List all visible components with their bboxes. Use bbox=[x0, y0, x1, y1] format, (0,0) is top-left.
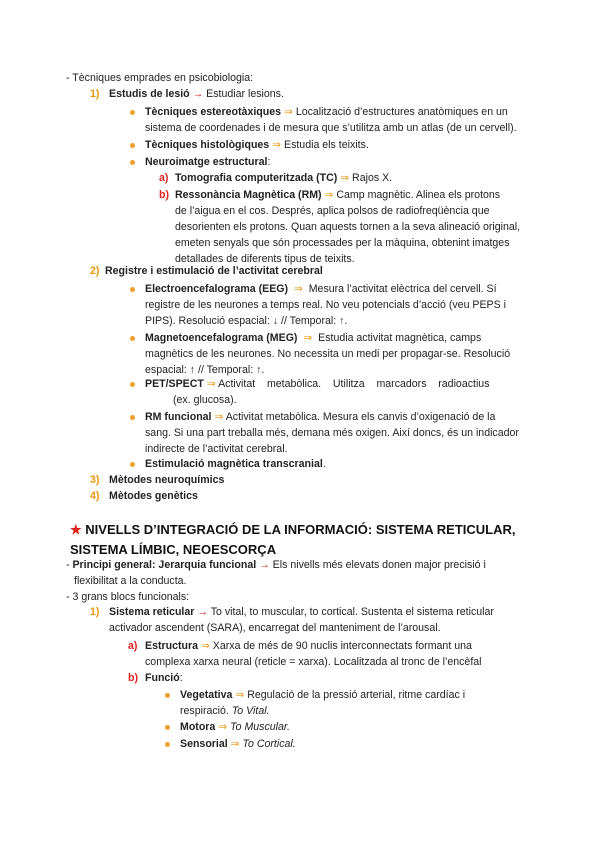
sub-label-b: b) bbox=[128, 672, 138, 684]
section-desc: To vital, to muscular, to cortical. Sustenta el sistema reticular bbox=[210, 606, 494, 618]
list-number-4: 4) bbox=[90, 490, 100, 502]
bullet-icon bbox=[130, 336, 135, 341]
sub-label-a: a) bbox=[159, 172, 169, 184]
principle-text: Els nivells més elevats donen major precisió i bbox=[272, 559, 486, 571]
sub-item-rm bbox=[175, 189, 500, 202]
bullet-text: Estudia activitat magnètica, camps bbox=[318, 332, 482, 344]
sub-text-cont: emeten senyals que són processades per la màquina, obtenint imatges bbox=[175, 237, 510, 249]
section-heading bbox=[70, 522, 515, 538]
dash: - bbox=[66, 591, 73, 603]
bullet-title: Estimulació magnètica transcranial bbox=[145, 458, 323, 470]
sub-label-b: b) bbox=[159, 189, 169, 201]
heading-line-2: SISTEMA LÍMBIC, NEOESCORÇA bbox=[70, 542, 277, 557]
list-number-3: 3) bbox=[90, 474, 100, 486]
bullet-title: Neuroimatge estructural bbox=[145, 156, 268, 168]
sub-item-funcio bbox=[145, 672, 183, 685]
arrow-icon: ⇒ bbox=[230, 738, 240, 750]
sub-text-cont: complexa xarxa neural (reticle = xarxa). Localitzada al tronc de l’encèfal bbox=[145, 656, 482, 668]
bullet-text: Estudia els teixits. bbox=[284, 139, 369, 151]
arrow-icon: → bbox=[259, 559, 270, 571]
section-desc: Estudiar lesions. bbox=[206, 88, 284, 100]
bullet-icon bbox=[130, 415, 135, 420]
bullet-icon bbox=[130, 287, 135, 292]
bullet-icon bbox=[130, 382, 135, 387]
sub-text: Camp magnètic. Alinea els protons bbox=[336, 189, 501, 201]
arrow-icon: ⇒ bbox=[303, 332, 313, 344]
arrow-icon: → bbox=[192, 88, 204, 100]
bullet-text: Activitat metabòlica. Mesura els canvis d’oxigenació de la bbox=[225, 411, 496, 423]
bullet-title: Magnetoencefalograma (MEG) bbox=[145, 332, 298, 344]
bullet-icon bbox=[165, 725, 170, 730]
bullet-text-cont: sang. Si una part treballa més, demana més oxigen. Així doncs, és un indicador bbox=[145, 427, 519, 439]
bullet-title: Sensorial bbox=[180, 738, 228, 750]
arrow-icon: → bbox=[197, 606, 208, 618]
blocs-line bbox=[66, 591, 189, 604]
bullet-pet bbox=[145, 378, 490, 391]
bullet-motora bbox=[180, 721, 290, 734]
bullet-icon bbox=[165, 742, 170, 747]
sub-text: Xarxa de més de 90 nuclis interconnectats formant una bbox=[212, 640, 472, 652]
bullet-icon bbox=[130, 110, 135, 115]
sub-title: Tomografia computeritzada (TC) bbox=[175, 172, 338, 184]
sub-title: Funció bbox=[145, 672, 180, 684]
sub-label-a: a) bbox=[128, 640, 138, 652]
bullet-text-cont: sistema de coordenades i de mesura que s’utilitza amb un atlas (de un cervell). bbox=[145, 122, 517, 134]
blocs-text: 3 grans blocs funcionals: bbox=[72, 591, 190, 603]
arrow-icon: ⇒ bbox=[324, 189, 334, 201]
bullet-text-cont: (ex. glucosa). bbox=[173, 394, 237, 406]
bullet-text-cont: espacial: ↑ // Temporal: ↑. bbox=[145, 364, 265, 376]
bullet-title: Vegetativa bbox=[180, 689, 233, 701]
bullet-italic-text: To Muscular. bbox=[230, 721, 290, 733]
star-icon: ★ bbox=[70, 522, 82, 537]
section-title: Estudis de lesió bbox=[109, 88, 190, 100]
bullet-text: Regulació de la pressió arterial, ritme cardíac i bbox=[247, 689, 466, 701]
bullet-title: Tècniques histològiques bbox=[145, 139, 270, 151]
principle-title: Principi general: Jerarquia funcional bbox=[72, 559, 257, 571]
sub-text-cont: de l’aigua en el cos. Després, aplica polsos de radiofreqüència que bbox=[175, 205, 490, 217]
bullet-text: Mesura l’activitat elèctrica del cervell. Sí bbox=[308, 283, 497, 295]
bullet-text-cont: indirecte de l’activitat cerebral. bbox=[145, 443, 288, 455]
bullet-text-cont: PIPS). Resolució espacial: ↓ // Temporal: ↑. bbox=[145, 315, 348, 327]
bullet-title: Motora bbox=[180, 721, 216, 733]
arrow-icon: ⇒ bbox=[235, 689, 245, 701]
sub-item-estructura bbox=[145, 640, 472, 653]
principle-line bbox=[66, 559, 486, 572]
bullet-text: respiració. bbox=[180, 705, 232, 717]
sub-item-tc bbox=[175, 172, 392, 185]
intro-line bbox=[66, 72, 253, 85]
dash: - bbox=[66, 72, 73, 84]
bullet-title: RM funcional bbox=[145, 411, 212, 423]
heading-line-1: NIVELLS D’INTEGRACIÓ DE LA INFORMACIÓ: SISTEMA RETICULAR, bbox=[85, 522, 516, 537]
bullet-text-cont: magnètics de les neurones. No necessita un medi per propagar-se. Resolució bbox=[145, 348, 511, 360]
bullet-text-cont bbox=[180, 705, 270, 718]
intro-text: Tècniques emprades en psicobiologia: bbox=[72, 72, 254, 84]
bullet-icon bbox=[130, 462, 135, 467]
arrow-icon: ⇒ bbox=[283, 106, 293, 118]
section-3-title: Mètodes neuroquímics bbox=[109, 474, 225, 486]
bullet-sensorial bbox=[180, 738, 296, 751]
bullet-rm-funcional bbox=[145, 411, 495, 424]
colon: : bbox=[179, 672, 183, 684]
sub-text-cont: detallades de diferents tipus de teixits. bbox=[175, 253, 355, 265]
section-desc-cont: activador ascendent (SARA), encarregat del manteniment de l’arousal. bbox=[109, 622, 441, 634]
sistema-reticular-line bbox=[109, 606, 494, 619]
list-number-2: 2) bbox=[90, 265, 100, 277]
arrow-icon: ⇒ bbox=[340, 172, 350, 184]
sub-text-cont: desorienten els protons. Quan aquests tornen a la seva alineació original, bbox=[175, 221, 521, 233]
bullet-text: Localització d’estructures anatòmiques en un bbox=[295, 106, 508, 118]
sub-text: Rajos X. bbox=[352, 172, 393, 184]
arrow-icon: ⇒ bbox=[206, 378, 216, 390]
bullet-title: Tècniques estereotàxiques bbox=[145, 106, 282, 118]
bullet-estereotaxiques bbox=[145, 106, 508, 119]
section-title: Sistema reticular bbox=[109, 606, 195, 618]
bullet-meg bbox=[145, 332, 481, 345]
sub-title: Ressonància Magnètica (RM) bbox=[175, 189, 322, 201]
list-number-1: 1) bbox=[90, 606, 100, 618]
arrow-icon: ⇒ bbox=[218, 721, 228, 733]
bullet-neuroimatge bbox=[145, 156, 270, 169]
section-2-title: Registre i estimulació de l’activitat cerebral bbox=[105, 265, 323, 277]
bullet-icon bbox=[130, 160, 135, 165]
arrow-icon: ⇒ bbox=[293, 283, 303, 295]
bullet-histologiques bbox=[145, 139, 369, 152]
list-number-1: 1) bbox=[90, 88, 100, 100]
bullet-italic-text: To Vital. bbox=[231, 705, 270, 717]
arrow-icon: ⇒ bbox=[214, 411, 224, 423]
bullet-italic-text: To Cortical. bbox=[242, 738, 296, 750]
colon: : bbox=[267, 156, 271, 168]
bullet-vegetativa bbox=[180, 689, 465, 702]
bullet-estimulacio bbox=[145, 458, 326, 471]
bullet-eeg bbox=[145, 283, 497, 296]
arrow-icon: ⇒ bbox=[200, 640, 210, 652]
dash: - bbox=[66, 559, 73, 571]
arrow-icon: ⇒ bbox=[272, 139, 282, 151]
bullet-title: PET/SPECT bbox=[145, 378, 204, 390]
bullet-text-cont: registre de les neurones a temps real. No veu potencials d’acció (veu PEPS i bbox=[145, 299, 506, 311]
section-4-title: Mètodes genètics bbox=[109, 490, 198, 502]
section-1-line bbox=[109, 88, 284, 101]
sub-title: Estructura bbox=[145, 640, 198, 652]
period: . bbox=[322, 458, 326, 470]
bullet-title: Electroencefalograma (EEG) bbox=[145, 283, 289, 295]
principle-text-cont: flexibilitat a la conducta. bbox=[74, 575, 187, 587]
bullet-icon bbox=[165, 693, 170, 698]
bullet-icon bbox=[130, 143, 135, 148]
bullet-text: Activitat metabòlica. Utilitza marcadors radioactius bbox=[218, 378, 490, 390]
